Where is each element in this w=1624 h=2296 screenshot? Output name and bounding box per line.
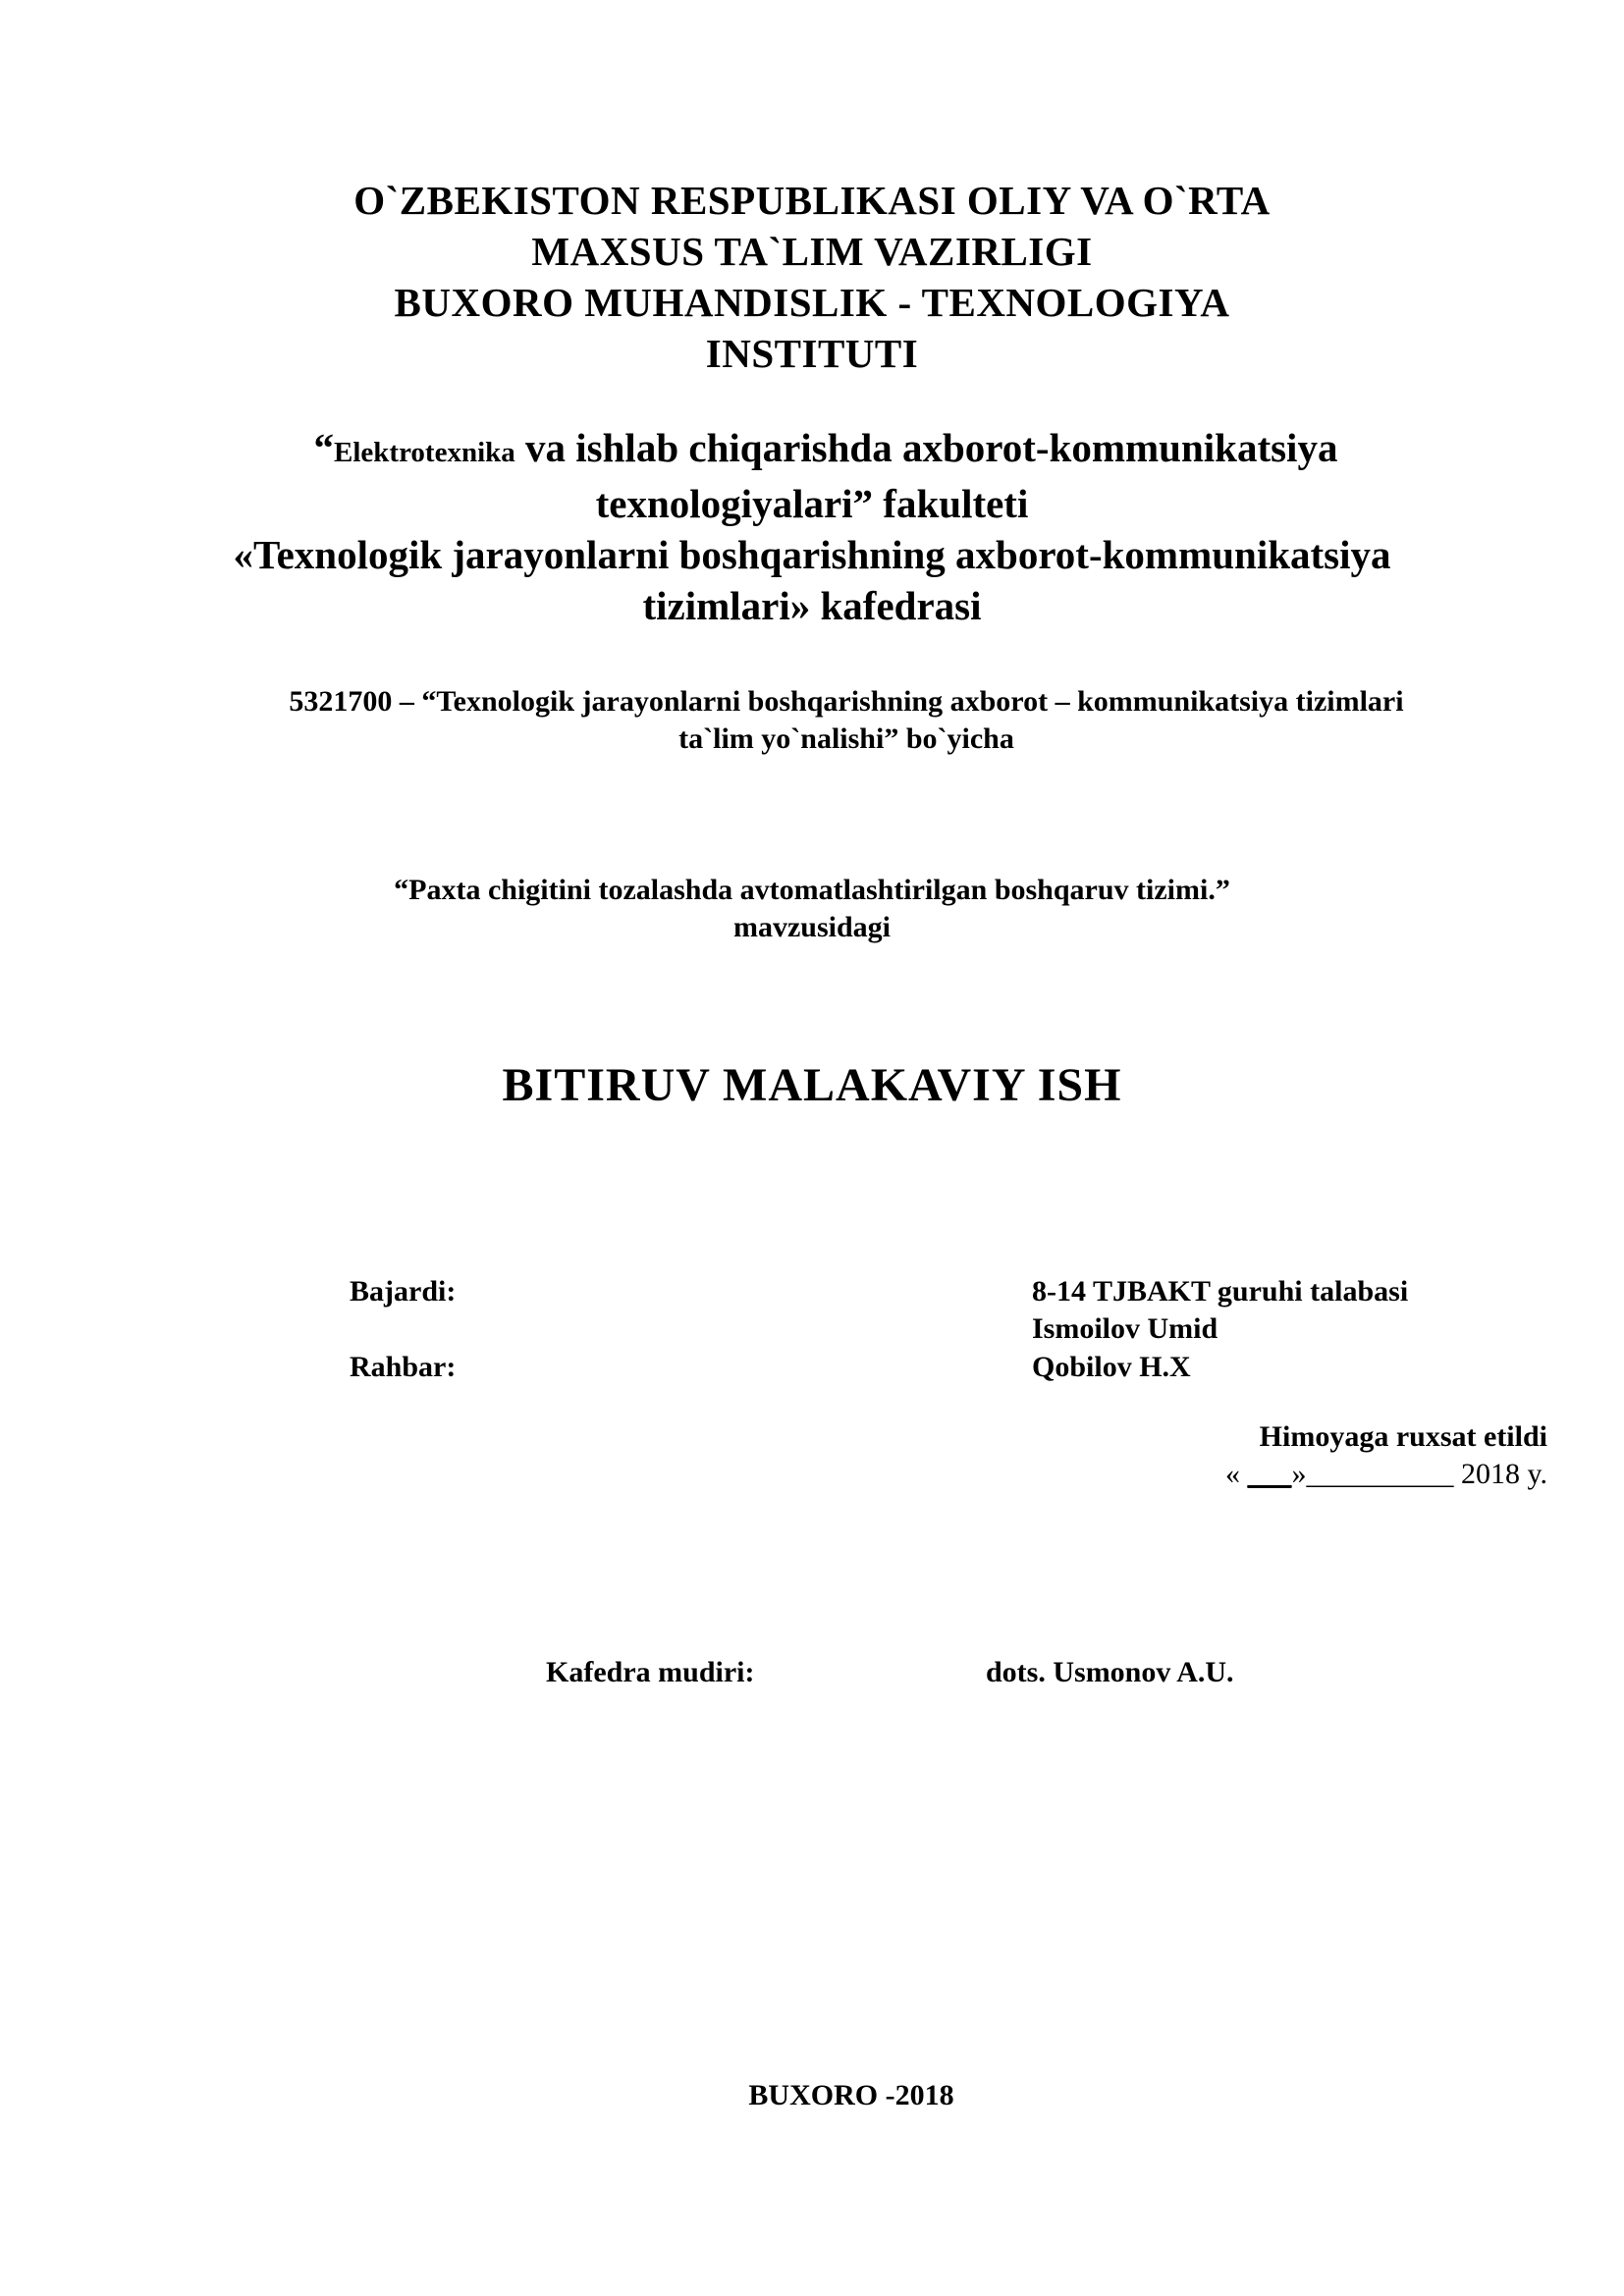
topic-title: “Paxta chigitini tozalashda avtomatlashtirilgan boshqaruv tizimi.” <box>394 874 1230 906</box>
head-of-department-name: dots. Usmonov A.U. <box>986 1656 1234 1688</box>
date-open: « <box>1224 1458 1248 1490</box>
institution-header <box>0 175 1624 379</box>
header-line-1: O`ZBEKISTON RESPUBLIKASI OLIY VA O`RTA <box>353 178 1271 223</box>
faculty-line-1-rest: va ishlab chiqarishda axborot-kommunikatsiya <box>514 425 1338 470</box>
supervisor-label: Rahbar: <box>350 1351 457 1383</box>
approval-title: Himoyaga ruxsat etildi <box>1259 1420 1547 1453</box>
performer-group: 8-14 TJBAKT guruhi talabasi <box>1032 1275 1409 1308</box>
approval-date <box>1225 1456 1547 1493</box>
department-line-1: «Texnologik jarayonlarni boshqarishning axborot-kommunikatsiya <box>233 532 1391 577</box>
header-line-4: INSTITUTI <box>705 331 919 376</box>
faculty-word-small: Elektrotexnika <box>334 437 515 468</box>
topic-suffix: mavzusidagi <box>732 911 892 943</box>
faculty-block <box>0 422 1624 631</box>
department-line-2: tizimlari» kafedrasi <box>642 583 982 628</box>
direction-line-1: 5321700 – “Texnologik jarayonlarni boshqarishning axborot – kommunikatsiya tizimlari <box>289 685 1404 718</box>
head-of-department-label: Kafedra mudiri: <box>546 1656 755 1688</box>
date-year: 2018 y. <box>1460 1458 1547 1490</box>
header-line-3: BUXORO MUHANDISLIK - TEXNOLOGIYA <box>394 280 1230 325</box>
faculty-open-quote: “ <box>313 425 335 470</box>
study-direction <box>0 683 1624 758</box>
faculty-line-2: texnologiyalari” fakulteti <box>595 481 1029 526</box>
performer-label: Bajardi: <box>350 1275 457 1308</box>
performer-name: Ismoilov Umid <box>1032 1312 1218 1345</box>
city-year: BUXORO -2018 <box>748 2079 954 2111</box>
document-type-title: BITIRUV MALAKAVIY ISH <box>502 1059 1122 1111</box>
faculty-line-1 <box>0 422 1624 478</box>
defense-approval <box>1225 1418 1547 1493</box>
thesis-topic <box>0 872 1624 946</box>
header-line-2: MAXSUS TA`LIM VAZIRLIGI <box>531 229 1093 274</box>
direction-line-2: ta`lim yo`nalishi” bo`yicha <box>678 722 1014 755</box>
date-month-blank: »__________ <box>1291 1458 1461 1490</box>
supervisor-name: Qobilov H.X <box>1032 1351 1191 1383</box>
date-day-blank: ___ <box>1247 1458 1292 1490</box>
